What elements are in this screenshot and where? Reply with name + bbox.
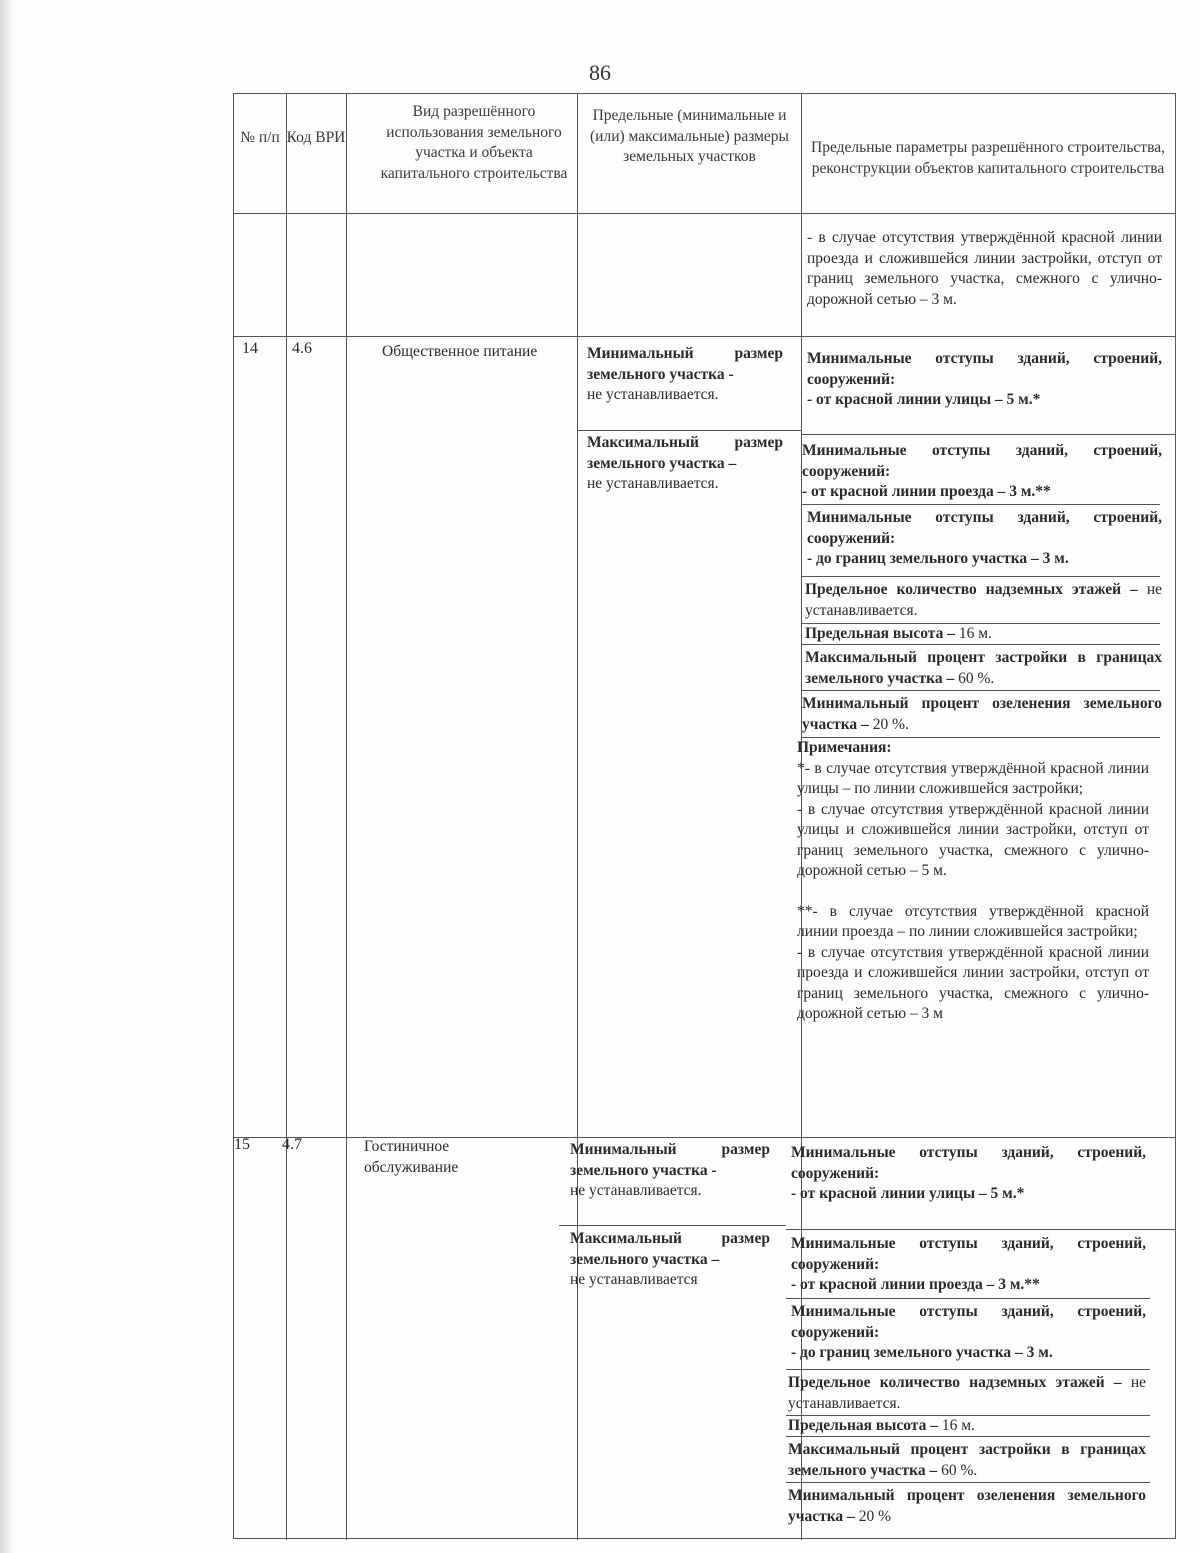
param-cell [791, 1234, 1146, 1296]
param-divider [786, 1229, 1175, 1230]
param-cell [791, 1143, 1146, 1205]
notes-paragraph: - в случае отсутствия утверждённой красной линии улицы и сложившейся линии застройки, отступ от границ земельного участка, смежного с улично-дорожной сетью – 5 м. [797, 800, 1149, 879]
param-tail: - от красной линии проезда – 3 м.** [791, 1276, 1040, 1293]
param-cell [805, 580, 1162, 621]
continuation-text: - в случае отсутствия утверждённой красной линии проезда и сложившейся линии застройки, отступ от границ земельного участка, смежного с улично-дорожной сетью – 3 м. [807, 229, 1162, 308]
param-divider [801, 434, 1175, 435]
max-size-cell [570, 1229, 770, 1291]
param-cell [788, 1416, 1146, 1437]
param-cell [802, 441, 1162, 503]
row-number: 14 [242, 340, 258, 357]
notes-paragraph: **- в случае отсутствия утверждённой красной линии проезда – по линии сложившейся застройки; [797, 902, 1149, 940]
notes-title: Примечания: [797, 739, 892, 756]
col-divider [577, 94, 578, 1540]
param-divider [786, 1482, 1150, 1483]
param-cell [807, 349, 1162, 411]
header-size: Предельные (минимальные и (или) максимальные) размеры земельных участков [590, 107, 789, 165]
header-params: Предельные параметры разрешённого строительства, реконструкции объектов капитального строительства [811, 139, 1165, 177]
param-head: Минимальные отступы зданий, строений, сооружений: [807, 350, 1162, 388]
max-size-title: Максимальный размер земельного участка – [587, 434, 783, 472]
min-size-value: не устанавливается. [587, 386, 719, 403]
param-cell [805, 648, 1162, 689]
min-size-value: не устанавливается. [570, 1182, 702, 1199]
param-divider [801, 576, 1160, 577]
max-size-value: не устанавливается. [587, 475, 719, 492]
param-head: Минимальный процент озеленения земельного участка – [802, 695, 1162, 733]
param-tail: - до границ земельного участка – 3 м. [791, 1344, 1053, 1361]
param-tail: 60 %. [941, 1461, 978, 1479]
notes-paragraph: *- в случае отсутствия утверждённой красной линии улицы – по линии сложившейся застройки; [797, 759, 1149, 797]
zoning-table [233, 93, 1176, 1539]
scan-edge-shadow [0, 0, 14, 1553]
param-head: Минимальные отступы зданий, строений, сооружений: [791, 1144, 1146, 1182]
param-head: Предельная высота – [805, 625, 955, 642]
size-divider [559, 1225, 786, 1226]
col-divider [346, 94, 347, 1540]
param-tail: 16 м. [941, 1417, 975, 1434]
page-number: 86 [589, 60, 611, 85]
header-num: № п/п [240, 129, 280, 146]
param-cell [788, 1440, 1146, 1481]
row-divider [234, 213, 1175, 214]
min-size-cell [587, 344, 783, 406]
param-head: Предельное количество надземных этажей – [805, 581, 1138, 598]
notes-paragraph: - в случае отсутствия утверждённой красной линии проезда и сложившейся линии застройки, отступ от границ земельного участка, смежного с улично-дорожной сетью – 3 м [797, 943, 1149, 1022]
param-head: Минимальный процент озеленения земельного участка – [788, 1487, 1146, 1525]
param-tail: 60 %. [958, 669, 995, 687]
param-tail: 20 %. [872, 715, 909, 733]
max-size-cell [587, 433, 783, 495]
param-divider [786, 1298, 1150, 1299]
param-head: Минимальные отступы зданий, строений, сооружений: [791, 1303, 1146, 1341]
notes-spacer [797, 882, 1149, 902]
param-head: Предельная высота – [788, 1417, 938, 1434]
param-tail: - от красной линии улицы – 5 м.* [807, 391, 1041, 408]
param-tail: 20 % [858, 1507, 891, 1525]
param-cell [805, 624, 1162, 645]
param-cell [788, 1373, 1146, 1414]
row-number: 15 [234, 1136, 250, 1153]
row-use-name: Гостиничное обслуживание [364, 1138, 459, 1176]
max-size-title: Максимальный размер земельного участка – [570, 1230, 770, 1268]
header-code: Код ВРИ [286, 129, 346, 146]
max-size-value: не устанавливается [570, 1271, 698, 1288]
row-code: 4.6 [292, 340, 312, 357]
param-tail: не устанавливается. [805, 581, 1163, 619]
param-head: Предельное количество надземных этажей – [788, 1374, 1122, 1391]
size-divider [577, 430, 801, 431]
param-tail: - от красной линии улицы – 5 м.* [791, 1185, 1025, 1202]
param-tail: - до границ земельного участка – 3 м. [807, 550, 1069, 567]
param-head: Минимальные отступы зданий, строений, сооружений: [807, 509, 1162, 547]
param-head: Максимальный процент застройки в границах земельного участка – [805, 649, 1162, 687]
min-size-title: Минимальный размер земельного участка - [587, 345, 783, 383]
param-cell [788, 1486, 1146, 1527]
param-tail: не устанавливается. [788, 1374, 1147, 1412]
param-tail: 16 м. [958, 625, 992, 642]
param-divider [801, 690, 1160, 691]
header-kind: Вид разрешённого использования земельного участка и объекта капитального строительства [380, 103, 568, 182]
row-use-name: Общественное питание [382, 343, 538, 360]
param-head: Максимальный процент застройки в границах земельного участка – [788, 1441, 1146, 1479]
param-cell [802, 694, 1162, 735]
param-head: Минимальные отступы зданий, строений, сооружений: [802, 442, 1162, 480]
col-divider [286, 94, 287, 1540]
param-divider [801, 504, 1160, 505]
param-head: Минимальные отступы зданий, строений, сооружений: [791, 1235, 1146, 1273]
row-divider [234, 336, 1175, 337]
param-cell [807, 508, 1162, 570]
param-tail: - от красной линии проезда – 3 м.** [802, 483, 1051, 500]
row-code: 4.7 [282, 1136, 302, 1153]
param-cell [791, 1302, 1146, 1364]
min-size-title: Минимальный размер земельного участка - [570, 1141, 770, 1179]
param-divider [786, 1369, 1150, 1370]
min-size-cell [570, 1140, 770, 1202]
notes-block [797, 738, 1149, 1025]
